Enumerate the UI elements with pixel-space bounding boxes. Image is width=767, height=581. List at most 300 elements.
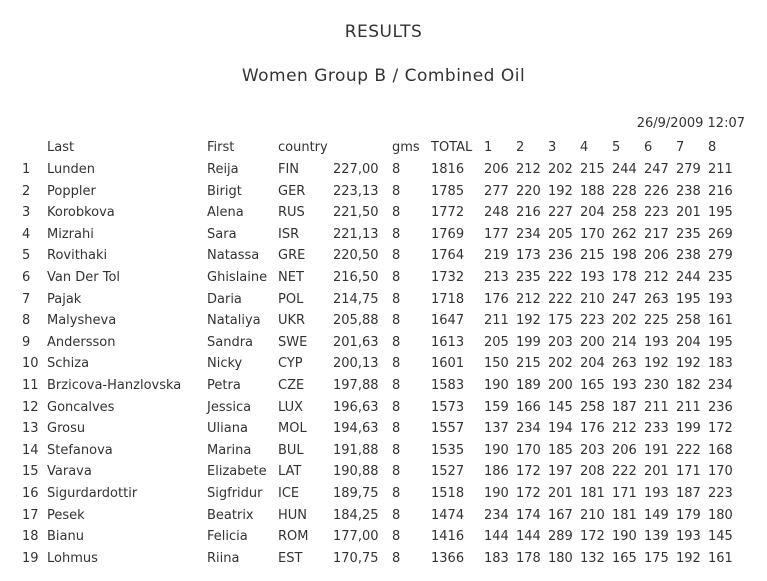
game-score-cell: 204 <box>580 205 605 221</box>
table-row <box>0 464 767 484</box>
game-score-cell: 202 <box>548 356 573 372</box>
game-score-cell: 234 <box>484 507 509 523</box>
game-score-cell: 168 <box>708 442 733 458</box>
report-subtitle: Women Group B / Combined Oil <box>241 66 526 86</box>
game-score-cell: 165 <box>580 378 605 393</box>
games-cell: 8 <box>392 226 401 242</box>
game-score-cell: 193 <box>676 529 701 545</box>
average-cell: 200,13 <box>333 356 379 372</box>
game-score-cell: 180 <box>708 507 733 523</box>
game-score-cell: 145 <box>708 529 733 545</box>
game-score-cell: 192 <box>644 356 669 372</box>
last-name-cell: Sigurdardottir <box>47 486 138 501</box>
column-header-game-1: 1 <box>484 140 493 155</box>
average-cell: 197,88 <box>333 378 379 393</box>
game-score-cell: 195 <box>676 291 701 307</box>
game-score-cell: 215 <box>580 162 605 177</box>
games-cell: 8 <box>392 550 401 566</box>
game-score-cell: 187 <box>612 399 637 415</box>
country-cell: BUL <box>278 442 304 458</box>
game-score-cell: 258 <box>612 205 637 221</box>
game-score-cell: 137 <box>484 421 509 437</box>
game-score-cell: 215 <box>580 248 605 264</box>
game-score-cell: 258 <box>676 313 701 329</box>
rank-cell: 9 <box>22 334 31 350</box>
report-title: RESULTS <box>344 22 423 42</box>
rank-cell: 5 <box>22 248 31 264</box>
game-score-cell: 190 <box>484 378 509 393</box>
game-score-cell: 144 <box>484 529 509 545</box>
game-score-cell: 216 <box>516 205 541 221</box>
total-cell: 1527 <box>431 464 465 480</box>
game-score-cell: 191 <box>644 442 669 458</box>
average-cell: 194,63 <box>333 421 379 437</box>
game-score-cell: 205 <box>548 226 573 242</box>
game-score-cell: 193 <box>612 378 637 393</box>
table-row <box>0 508 767 528</box>
game-score-cell: 200 <box>580 334 605 350</box>
game-score-cell: 279 <box>676 162 701 177</box>
table-row <box>0 378 767 398</box>
game-score-cell: 193 <box>580 270 605 285</box>
game-score-cell: 174 <box>516 507 541 523</box>
total-cell: 1518 <box>431 486 465 501</box>
game-score-cell: 172 <box>580 529 605 545</box>
games-cell: 8 <box>392 399 401 415</box>
game-score-cell: 279 <box>708 248 733 264</box>
column-header-games: gms <box>392 140 420 155</box>
game-score-cell: 230 <box>644 378 669 393</box>
games-cell: 8 <box>392 421 401 437</box>
game-score-cell: 181 <box>612 507 637 523</box>
game-score-cell: 247 <box>612 291 637 307</box>
game-score-cell: 200 <box>548 378 573 393</box>
game-score-cell: 190 <box>484 486 509 501</box>
total-cell: 1647 <box>431 313 465 329</box>
game-score-cell: 172 <box>516 464 541 480</box>
table-row <box>0 313 767 333</box>
first-name-cell: Daria <box>207 291 242 307</box>
game-score-cell: 208 <box>580 464 605 480</box>
game-score-cell: 171 <box>612 486 637 501</box>
game-score-cell: 263 <box>612 356 637 372</box>
game-score-cell: 226 <box>644 183 669 199</box>
game-score-cell: 212 <box>612 421 637 437</box>
total-cell: 1732 <box>431 270 465 285</box>
rank-cell: 6 <box>22 270 31 285</box>
table-row <box>0 486 767 506</box>
game-score-cell: 199 <box>676 421 701 437</box>
game-score-cell: 212 <box>516 162 541 177</box>
table-row <box>0 551 767 571</box>
column-header-game-8: 8 <box>708 140 717 155</box>
table-row <box>0 356 767 376</box>
table-header-row <box>0 140 767 160</box>
total-cell: 1573 <box>431 399 465 415</box>
country-cell: POL <box>278 291 304 307</box>
rank-cell: 15 <box>22 464 39 480</box>
country-cell: HUN <box>278 507 308 523</box>
game-score-cell: 193 <box>644 334 669 350</box>
game-score-cell: 236 <box>548 248 573 264</box>
game-score-cell: 205 <box>484 334 509 350</box>
column-header-total: TOTAL <box>431 140 473 155</box>
column-header-last: Last <box>47 140 75 155</box>
game-score-cell: 263 <box>644 291 669 307</box>
game-score-cell: 262 <box>612 226 637 242</box>
table-row <box>0 443 767 463</box>
game-score-cell: 176 <box>580 421 605 437</box>
table-row <box>0 270 767 290</box>
country-cell: UKR <box>278 313 306 329</box>
games-cell: 8 <box>392 442 401 458</box>
average-cell: 216,50 <box>333 270 379 285</box>
games-cell: 8 <box>392 291 401 307</box>
average-cell: 201,63 <box>333 334 379 350</box>
country-cell: MOL <box>278 421 307 437</box>
total-cell: 1785 <box>431 183 465 199</box>
game-score-cell: 193 <box>708 291 733 307</box>
game-score-cell: 161 <box>708 550 733 566</box>
game-score-cell: 179 <box>676 507 701 523</box>
game-score-cell: 189 <box>516 378 541 393</box>
country-cell: CYP <box>278 356 303 372</box>
country-cell: NET <box>278 270 304 285</box>
first-name-cell: Riina <box>207 550 240 566</box>
last-name-cell: Andersson <box>47 334 116 350</box>
game-score-cell: 206 <box>484 162 509 177</box>
games-cell: 8 <box>392 464 401 480</box>
game-score-cell: 170 <box>580 226 605 242</box>
game-score-cell: 186 <box>484 464 509 480</box>
games-cell: 8 <box>392 529 401 545</box>
game-score-cell: 166 <box>516 399 541 415</box>
game-score-cell: 171 <box>676 464 701 480</box>
column-header-game-5: 5 <box>612 140 621 155</box>
game-score-cell: 211 <box>644 399 669 415</box>
game-score-cell: 159 <box>484 399 509 415</box>
game-score-cell: 183 <box>484 550 509 566</box>
game-score-cell: 177 <box>484 226 509 242</box>
game-score-cell: 214 <box>612 334 637 350</box>
last-name-cell: Korobkova <box>47 205 115 221</box>
game-score-cell: 233 <box>644 421 669 437</box>
game-score-cell: 190 <box>612 529 637 545</box>
report-datetime: 26/9/2009 12:07 <box>636 116 745 131</box>
game-score-cell: 225 <box>644 313 669 329</box>
total-cell: 1764 <box>431 248 465 264</box>
game-score-cell: 244 <box>676 270 701 285</box>
total-cell: 1772 <box>431 205 465 221</box>
first-name-cell: Elizabete <box>207 464 267 480</box>
column-header-game-4: 4 <box>580 140 589 155</box>
game-score-cell: 149 <box>644 507 669 523</box>
country-cell: CZE <box>278 378 305 393</box>
average-cell: 190,88 <box>333 464 379 480</box>
game-score-cell: 235 <box>516 270 541 285</box>
game-score-cell: 223 <box>644 205 669 221</box>
game-score-cell: 204 <box>676 334 701 350</box>
country-cell: FIN <box>278 162 300 177</box>
column-header-game-3: 3 <box>548 140 557 155</box>
first-name-cell: Reija <box>207 162 239 177</box>
game-score-cell: 238 <box>676 183 701 199</box>
country-cell: EST <box>278 550 303 566</box>
average-cell: 177,00 <box>333 529 379 545</box>
games-cell: 8 <box>392 183 401 199</box>
column-header-game-2: 2 <box>516 140 525 155</box>
last-name-cell: Lunden <box>47 162 95 177</box>
total-cell: 1583 <box>431 378 465 393</box>
game-score-cell: 202 <box>612 313 637 329</box>
rank-cell: 16 <box>22 486 39 501</box>
country-cell: SWE <box>278 334 308 350</box>
game-score-cell: 211 <box>484 313 509 329</box>
game-score-cell: 223 <box>708 486 733 501</box>
last-name-cell: Pajak <box>47 291 82 307</box>
average-cell: 223,13 <box>333 183 379 199</box>
game-score-cell: 197 <box>548 464 573 480</box>
average-cell: 214,75 <box>333 291 379 307</box>
game-score-cell: 212 <box>516 291 541 307</box>
game-score-cell: 211 <box>708 162 733 177</box>
games-cell: 8 <box>392 162 401 177</box>
game-score-cell: 234 <box>516 226 541 242</box>
total-cell: 1416 <box>431 529 465 545</box>
total-cell: 1718 <box>431 291 465 307</box>
game-score-cell: 190 <box>484 442 509 458</box>
country-cell: GER <box>278 183 306 199</box>
table-row <box>0 184 767 204</box>
last-name-cell: Goncalves <box>47 399 115 415</box>
table-row <box>0 205 767 225</box>
game-score-cell: 170 <box>708 464 733 480</box>
game-score-cell: 213 <box>484 270 509 285</box>
average-cell: 170,75 <box>333 550 379 566</box>
last-name-cell: Varava <box>47 464 92 480</box>
game-score-cell: 235 <box>708 270 733 285</box>
game-score-cell: 247 <box>644 162 669 177</box>
table-row <box>0 227 767 247</box>
games-cell: 8 <box>392 248 401 264</box>
table-row <box>0 292 767 312</box>
game-score-cell: 183 <box>708 356 733 372</box>
country-cell: LAT <box>278 464 302 480</box>
game-score-cell: 192 <box>676 550 701 566</box>
total-cell: 1613 <box>431 334 465 350</box>
total-cell: 1474 <box>431 507 465 523</box>
rank-cell: 11 <box>22 378 39 393</box>
first-name-cell: Petra <box>207 378 241 393</box>
last-name-cell: Brzicova-Hanzlovska <box>47 378 182 393</box>
games-cell: 8 <box>392 378 401 393</box>
game-score-cell: 198 <box>612 248 637 264</box>
first-name-cell: Sara <box>207 226 237 242</box>
first-name-cell: Sandra <box>207 334 254 350</box>
game-score-cell: 199 <box>516 334 541 350</box>
table-row <box>0 400 767 420</box>
average-cell: 221,13 <box>333 226 379 242</box>
game-score-cell: 172 <box>708 421 733 437</box>
game-score-cell: 202 <box>548 162 573 177</box>
game-score-cell: 195 <box>708 205 733 221</box>
rank-cell: 14 <box>22 442 39 458</box>
column-header-game-7: 7 <box>676 140 685 155</box>
game-score-cell: 175 <box>548 313 573 329</box>
game-score-cell: 185 <box>548 442 573 458</box>
rank-cell: 18 <box>22 529 39 545</box>
country-cell: RUS <box>278 205 305 221</box>
game-score-cell: 167 <box>548 507 573 523</box>
rank-cell: 19 <box>22 550 39 566</box>
last-name-cell: Van Der Tol <box>47 270 121 285</box>
first-name-cell: Alena <box>207 205 244 221</box>
country-cell: GRE <box>278 248 306 264</box>
game-score-cell: 144 <box>516 529 541 545</box>
total-cell: 1601 <box>431 356 465 372</box>
games-cell: 8 <box>392 313 401 329</box>
average-cell: 221,50 <box>333 205 379 221</box>
total-cell: 1366 <box>431 550 465 566</box>
game-score-cell: 277 <box>484 183 509 199</box>
country-cell: LUX <box>278 399 304 415</box>
first-name-cell: Ghislaine <box>207 270 268 285</box>
game-score-cell: 145 <box>548 399 573 415</box>
country-cell: ICE <box>278 486 300 501</box>
game-score-cell: 220 <box>516 183 541 199</box>
country-cell: ROM <box>278 529 309 545</box>
games-cell: 8 <box>392 334 401 350</box>
game-score-cell: 227 <box>548 205 573 221</box>
game-score-cell: 195 <box>708 334 733 350</box>
rank-cell: 12 <box>22 399 39 415</box>
rank-cell: 8 <box>22 313 31 329</box>
game-score-cell: 178 <box>516 550 541 566</box>
game-score-cell: 269 <box>708 226 733 242</box>
game-score-cell: 180 <box>548 550 573 566</box>
rank-cell: 3 <box>22 205 31 221</box>
last-name-cell: Mizrahi <box>47 226 94 242</box>
rank-cell: 13 <box>22 421 39 437</box>
game-score-cell: 194 <box>548 421 573 437</box>
column-header-first: First <box>207 140 235 155</box>
last-name-cell: Grosu <box>47 421 86 437</box>
game-score-cell: 238 <box>676 248 701 264</box>
game-score-cell: 289 <box>548 529 573 545</box>
game-score-cell: 165 <box>612 550 637 566</box>
game-score-cell: 210 <box>580 507 605 523</box>
first-name-cell: Beatrix <box>207 507 254 523</box>
game-score-cell: 201 <box>676 205 701 221</box>
game-score-cell: 193 <box>644 486 669 501</box>
column-header-country: country <box>278 140 328 155</box>
game-score-cell: 234 <box>708 378 733 393</box>
country-cell: ISR <box>278 226 300 242</box>
average-cell: 191,88 <box>333 442 379 458</box>
average-cell: 220,50 <box>333 248 379 264</box>
last-name-cell: Rovithaki <box>47 248 108 264</box>
games-cell: 8 <box>392 507 401 523</box>
game-score-cell: 161 <box>708 313 733 329</box>
game-score-cell: 178 <box>612 270 637 285</box>
game-score-cell: 216 <box>708 183 733 199</box>
game-score-cell: 236 <box>708 399 733 415</box>
last-name-cell: Malysheva <box>47 313 117 329</box>
game-score-cell: 222 <box>548 270 573 285</box>
game-score-cell: 201 <box>644 464 669 480</box>
last-name-cell: Schiza <box>47 356 90 372</box>
game-score-cell: 170 <box>516 442 541 458</box>
last-name-cell: Poppler <box>47 183 96 199</box>
game-score-cell: 188 <box>580 183 605 199</box>
first-name-cell: Natassa <box>207 248 260 264</box>
last-name-cell: Pesek <box>47 507 85 523</box>
game-score-cell: 172 <box>516 486 541 501</box>
game-score-cell: 235 <box>676 226 701 242</box>
average-cell: 184,25 <box>333 507 379 523</box>
game-score-cell: 234 <box>516 421 541 437</box>
game-score-cell: 212 <box>644 270 669 285</box>
last-name-cell: Bianu <box>47 529 84 545</box>
game-score-cell: 211 <box>676 399 701 415</box>
first-name-cell: Felicia <box>207 529 248 545</box>
average-cell: 227,00 <box>333 162 379 177</box>
game-score-cell: 219 <box>484 248 509 264</box>
average-cell: 196,63 <box>333 399 379 415</box>
game-score-cell: 206 <box>612 442 637 458</box>
total-cell: 1816 <box>431 162 465 177</box>
first-name-cell: Nicky <box>207 356 243 372</box>
table-row <box>0 529 767 549</box>
game-score-cell: 222 <box>548 291 573 307</box>
table-row <box>0 421 767 441</box>
games-cell: 8 <box>392 356 401 372</box>
games-cell: 8 <box>392 486 401 501</box>
game-score-cell: 203 <box>548 334 573 350</box>
game-score-cell: 206 <box>644 248 669 264</box>
games-cell: 8 <box>392 270 401 285</box>
table-row <box>0 248 767 268</box>
rank-cell: 10 <box>22 356 39 372</box>
total-cell: 1557 <box>431 421 465 437</box>
first-name-cell: Jessica <box>207 399 252 415</box>
rank-cell: 4 <box>22 226 31 242</box>
first-name-cell: Sigfridur <box>207 486 263 501</box>
game-score-cell: 258 <box>580 399 605 415</box>
game-score-cell: 203 <box>580 442 605 458</box>
game-score-cell: 192 <box>548 183 573 199</box>
game-score-cell: 187 <box>676 486 701 501</box>
game-score-cell: 244 <box>612 162 637 177</box>
first-name-cell: Marina <box>207 442 252 458</box>
rank-cell: 2 <box>22 183 31 199</box>
game-score-cell: 228 <box>612 183 637 199</box>
game-score-cell: 173 <box>516 248 541 264</box>
first-name-cell: Nataliya <box>207 313 261 329</box>
table-row <box>0 162 767 182</box>
games-cell: 8 <box>392 205 401 221</box>
game-score-cell: 223 <box>580 313 605 329</box>
game-score-cell: 192 <box>516 313 541 329</box>
game-score-cell: 139 <box>644 529 669 545</box>
column-header-game-6: 6 <box>644 140 653 155</box>
game-score-cell: 150 <box>484 356 509 372</box>
rank-cell: 17 <box>22 507 39 523</box>
game-score-cell: 248 <box>484 205 509 221</box>
game-score-cell: 201 <box>548 486 573 501</box>
game-score-cell: 222 <box>676 442 701 458</box>
last-name-cell: Lohmus <box>47 550 98 566</box>
